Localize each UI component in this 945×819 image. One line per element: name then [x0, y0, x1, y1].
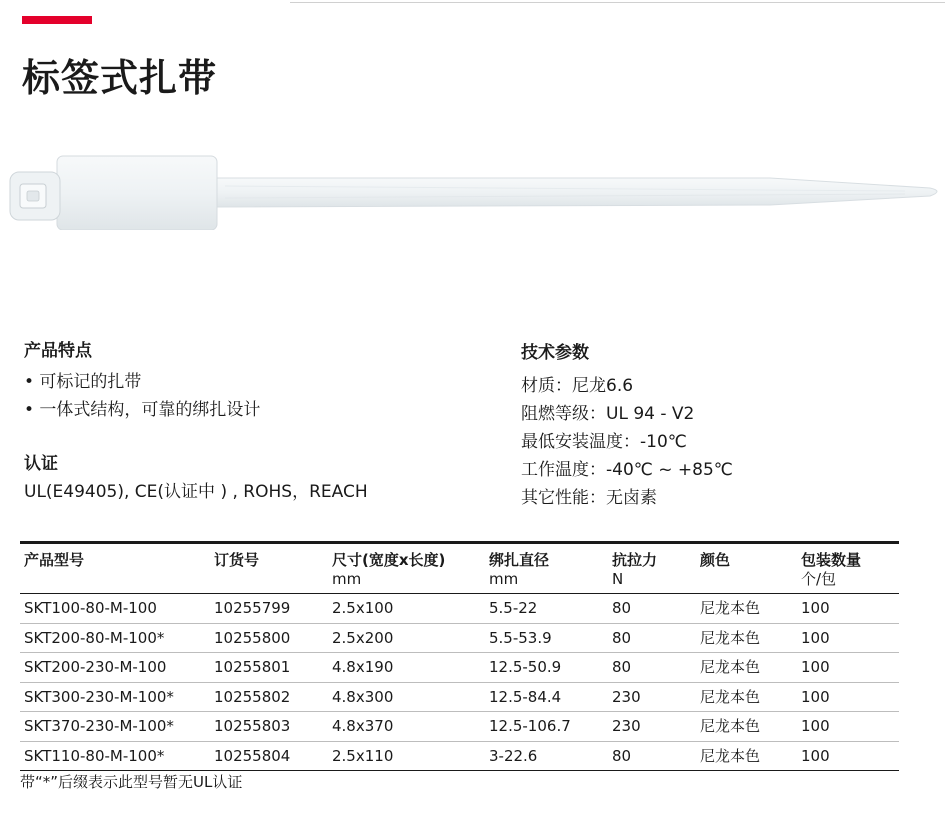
table-cell: 12.5-106.7 [485, 712, 608, 742]
table-cell: SKT300-230-M-100* [20, 682, 210, 712]
table-cell: 3-22.6 [485, 741, 608, 771]
table-cell: 10255803 [210, 712, 328, 742]
table-cell: 10255799 [210, 594, 328, 624]
page-title: 标签式扎带 [22, 56, 218, 100]
tech-params-heading: 技术参数 [521, 343, 589, 363]
table-cell: 12.5-84.4 [485, 682, 608, 712]
table-cell: 80 [608, 653, 696, 683]
table-cell: 100 [797, 623, 899, 653]
table-row [20, 594, 899, 624]
tech-param-item: 其它性能：无卤素 [521, 488, 657, 508]
table-cell: 尼龙本色 [696, 594, 797, 624]
table-cell: 4.8x370 [328, 712, 485, 742]
table-cell: SKT110-80-M-100* [20, 741, 210, 771]
tech-param-item: 材质：尼龙6.6 [521, 376, 634, 396]
footnote: 带“*”后缀表示此型号暂无UL认证 [20, 773, 243, 791]
table-cell: 2.5x200 [328, 623, 485, 653]
table-row [20, 653, 899, 683]
table-cell: 尼龙本色 [696, 653, 797, 683]
features-heading: 产品特点 [24, 341, 92, 361]
table-cell: 5.5-53.9 [485, 623, 608, 653]
table-header-row [20, 543, 899, 594]
table-cell: 10255800 [210, 623, 328, 653]
table-cell: 10255804 [210, 741, 328, 771]
feature-item: • 一体式结构，可靠的绑扎设计 [24, 400, 261, 420]
column-header: 包装数量 个/包 [801, 551, 862, 588]
features-list [24, 368, 260, 424]
table-cell: 尼龙本色 [696, 682, 797, 712]
column-header: 订货号 [214, 551, 260, 569]
column-header: 尺寸(宽度x长度) mm [332, 551, 446, 588]
table-cell: 80 [608, 741, 696, 771]
table-cell: 12.5-50.9 [485, 653, 608, 683]
certification-heading: 认证 [24, 454, 58, 474]
table-cell: 230 [608, 682, 696, 712]
table-cell: 4.8x190 [328, 653, 485, 683]
table-cell: SKT200-80-M-100* [20, 623, 210, 653]
table-cell: 100 [797, 741, 899, 771]
table-cell: 80 [608, 623, 696, 653]
table-cell: 2.5x110 [328, 741, 485, 771]
table-cell: SKT200-230-M-100 [20, 653, 210, 683]
table-cell: 尼龙本色 [696, 623, 797, 653]
table-row [20, 682, 899, 712]
table-row [20, 712, 899, 742]
certification-text: UL(E49405), CE(认证中 ) , ROHS，REACH [24, 482, 368, 502]
table-cell: SKT370-230-M-100* [20, 712, 210, 742]
table-row [20, 741, 899, 771]
table-cell: 5.5-22 [485, 594, 608, 624]
table-cell: 100 [797, 653, 899, 683]
table-cell: 尼龙本色 [696, 712, 797, 742]
table-cell: 100 [797, 712, 899, 742]
table-cell: 4.8x300 [328, 682, 485, 712]
table-row [20, 623, 899, 653]
column-header: 颜色 [700, 551, 731, 569]
table-cell: 2.5x100 [328, 594, 485, 624]
table-cell: 10255802 [210, 682, 328, 712]
table-cell: SKT100-80-M-100 [20, 594, 210, 624]
tech-param-item: 工作温度：-40℃ ~ +85℃ [521, 460, 733, 480]
table-cell: 尼龙本色 [696, 741, 797, 771]
cable-tie-image [0, 150, 945, 230]
table-cell: 100 [797, 594, 899, 624]
table-cell: 230 [608, 712, 696, 742]
column-header: 绑扎直径 mm [489, 551, 550, 588]
top-divider [290, 2, 945, 3]
column-header: 抗拉力 N [612, 551, 658, 588]
table-cell: 100 [797, 682, 899, 712]
tech-params-list [521, 372, 733, 512]
table-cell: 10255801 [210, 653, 328, 683]
tech-param-item: 最低安装温度：-10℃ [521, 432, 687, 452]
brand-accent-bar [22, 16, 92, 24]
table-cell: 80 [608, 594, 696, 624]
tech-param-item: 阻燃等级：UL 94 - V2 [521, 404, 695, 424]
feature-item: • 可标记的扎带 [24, 372, 142, 392]
column-header: 产品型号 [24, 551, 85, 569]
product-spec-table [20, 541, 899, 771]
